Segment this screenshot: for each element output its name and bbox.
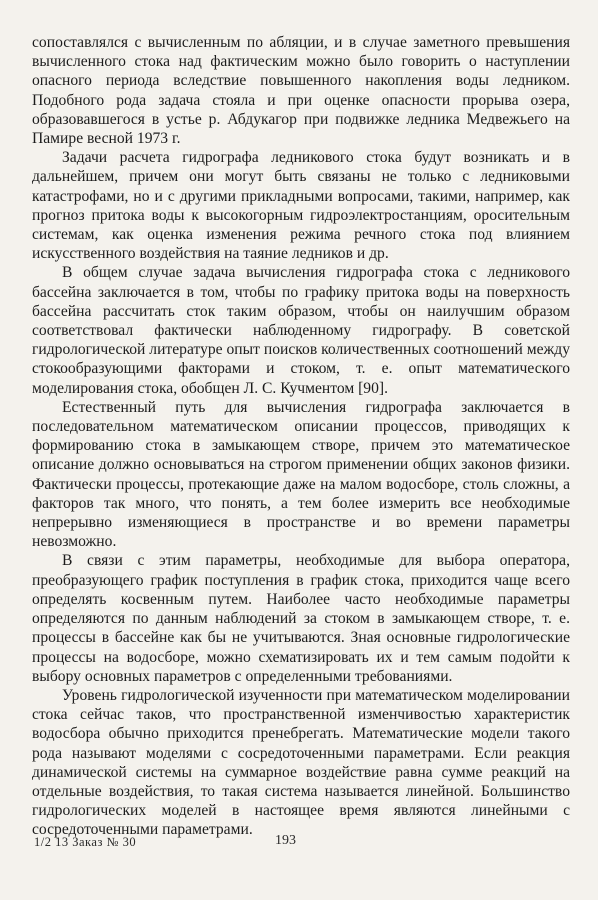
body-text (32, 33, 570, 840)
page-footer (32, 833, 570, 853)
paragraph: Естественный путь для вычисления гидрографа заключается в последовательном математическом описании процессов, приводящих к формированию стока в замыкающем створе, причем это математическое описание должно основываться на строгом применении общих законов физики. Фактически процессы, протекающие даже на малом водосборе, столь сложны, а факторов так много, что понять, а тем более измерить все необходимые непрерывно изменяющиеся в пространстве и во времени параметры невозможно. (32, 398, 570, 551)
page-number: 193 (275, 833, 296, 848)
paragraph: Задачи расчета гидрографа ледникового стока будут возникать и в дальнейшем, причем они могут быть связаны не только с ледниковыми катастрофами, но и с другими прикладными вопросами, такими, например, как прогноз притока воды к высокогорным гидроэлектростанциям, оросительным системам, как оценка изменения режима речного стока под влиянием искусственного воздействия на таяние ледников и др. (32, 149, 570, 263)
paragraph-continued: сопоставлялся с вычисленным по абляции, и в случае заметного превышения вычисленного стока над фактическим можно было говорить о наступлении опасного периода вследствие повышенного накопления воды ледником. Подобного рода задача стояла и при оценке опасности прорыва озера, образовавшегося в устье р. Абдукагор при подвижке ледника Медвежьего на Памире весной 1973 г. (32, 34, 570, 148)
printer-signature: 1/2 13 Заказ № 30 (34, 835, 137, 849)
paragraph: В связи с этим параметры, необходимые для выбора оператора, преобразующего график поступления в график стока, приходится чаще всего определять косвенным путем. Наиболее часто необходимые параметры определяются по данным наблюдений за стоком в замыкающем створе, т. е. процессы в бассейне как бы не учитываются. Зная основные гидрологические процессы на водосборе, можно схематизировать их и тем самым подойти к выбору основных параметров с определенными требованиями. (32, 552, 570, 685)
paragraph: В общем случае задача вычисления гидрографа стока с ледникового бассейна заключается в том, чтобы по графику притока воды на поверхность бассейна рассчитать сток таким образом, чтобы он наилучшим образом соответствовал фактически наблюденному гидрографу. В советской гидрологической литературе опыт поисков количественных соотношений между стокообразующими факторами и стоком, т. е. опыт математического моделирования стока, обобщен Л. С. Кучментом [90]. (32, 264, 570, 397)
paragraph: Уровень гидрологической изученности при математическом моделировании стока сейчас таков, что пространственной изменчивостью характеристик водосбора обычно приходится пренебрегать. Математические модели такого рода называют моделями с сосредоточенными параметрами. Если реакция динамической системы на суммарное воздействие равна сумме реакций на отдельные воздействия, то такая система называется линейной. Большинство гидрологических моделей в настоящее время являются линейными с сосредоточенными параметрами. (32, 686, 570, 839)
